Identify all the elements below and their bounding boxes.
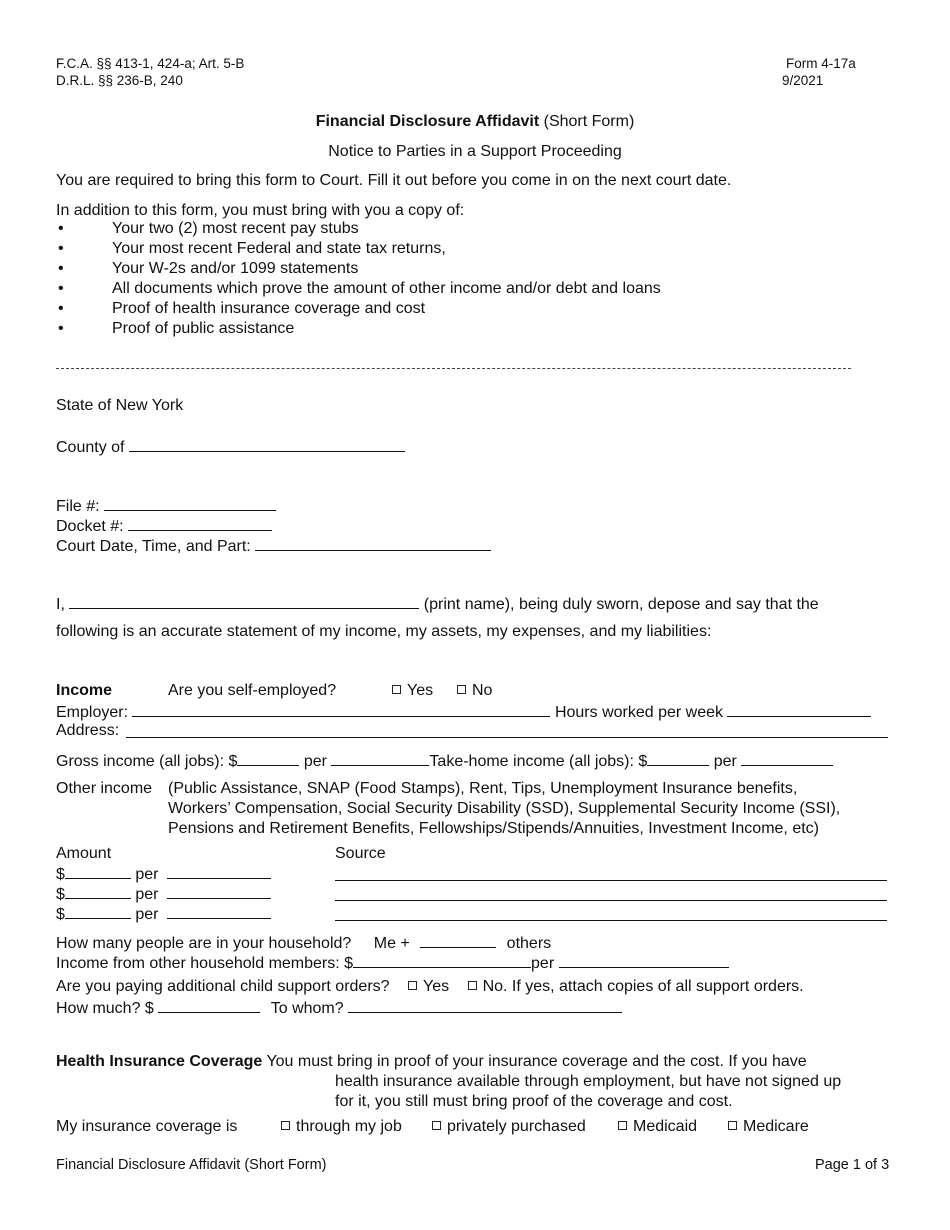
list-item: • Proof of public assistance [56,319,661,339]
self-employed-yes-option[interactable] [392,682,433,700]
other-income-desc-1: (Public Assistance, SNAP (Food Stamps), Rent, Tips, Unemployment Insurance benefits, [168,780,798,797]
oath-prefix: I, [56,596,65,613]
statute-citation-2: D.R.L. §§ 236-B, 240 [56,73,183,88]
how-much-label: How much? $ [56,1000,154,1017]
me-plus-label: Me + [373,935,410,952]
employer-field[interactable] [132,702,550,717]
dollar-sign: $ [56,866,65,883]
support-no-option[interactable] [468,978,804,995]
employer-label: Employer: [56,704,129,721]
other-period-field[interactable] [167,884,271,899]
yes-checkbox[interactable] [408,981,417,990]
amount-header: Amount [56,845,112,862]
health-insurance-line-1: You must bring in proof of your insurance coverage and the cost. If you have [262,1053,807,1070]
other-amount-field[interactable] [65,884,131,899]
yes-checkbox[interactable] [392,685,401,694]
per-label: per [303,753,327,770]
takehome-amount-field[interactable] [647,751,709,766]
section-divider [56,368,851,369]
required-documents-list [56,219,661,339]
list-item: • Proof of health insurance coverage and cost [56,299,661,319]
page-number: Page 1 of 3 [815,1157,890,1173]
per-label: per [135,906,159,923]
option-label: privately purchased [447,1118,586,1135]
list-item: • Your W-2s and/or 1099 statements [56,259,661,279]
addition-notice: In addition to this form, you must bring with you a copy of: [56,202,465,219]
court-date-label: Court Date, Time, and Part: [56,538,251,555]
takehome-income-label: Take-home income (all jobs): $ [429,753,648,770]
docket-number-row [56,516,272,536]
household-income-amount-field[interactable] [353,953,531,968]
address-field[interactable] [126,737,888,738]
page-title [0,113,950,131]
other-income-desc-2: Workers’ Compensation, Social Security Disability (SSD), Supplemental Security Income (SSI), [168,800,841,817]
household-others-field[interactable] [420,933,496,948]
household-income-label: Income from other household members: $ [56,955,354,972]
per-label: per [713,753,737,770]
coverage-option-medicare[interactable] [728,1118,809,1136]
hours-field[interactable] [727,702,871,717]
court-date-field[interactable] [255,536,491,551]
household-income-period-field[interactable] [559,953,729,968]
checkbox[interactable] [432,1121,441,1130]
gross-income-period-field[interactable] [331,751,429,766]
list-item: • All documents which prove the amount of other income and/or debt and loans [56,279,661,299]
footer-title: Financial Disclosure Affidavit (Short Form) [56,1157,327,1173]
statute-citation-1: F.C.A. §§ 413-1, 424-a; Art. 5-B [56,56,245,71]
docket-number-field[interactable] [128,516,272,531]
to-whom-label: To whom? [270,1000,344,1017]
title-rest: (Short Form) [539,113,635,130]
notice-title: Notice to Parties in a Support Proceeding [328,143,622,160]
address-label: Address: [56,722,120,739]
checkbox[interactable] [728,1121,737,1130]
support-amount-field[interactable] [158,998,260,1013]
support-recipient-field[interactable] [348,998,622,1013]
dollar-sign: $ [56,906,65,923]
option-label: Medicaid [633,1118,698,1135]
yes-label: Yes [407,682,434,699]
per-label: per [135,866,159,883]
oath-line-1 [56,594,819,614]
form-date: 9/2021 [782,73,824,88]
health-insurance-heading: Health Insurance Coverage [56,1053,263,1070]
gross-income-label: Gross income (all jobs): $ [56,753,238,770]
other-period-field[interactable] [167,864,271,879]
gross-income-amount-field[interactable] [237,751,299,766]
no-label: No [472,682,493,699]
dollar-sign: $ [56,886,65,903]
coverage-option-medicaid[interactable] [618,1118,697,1136]
gross-income-row [56,751,833,771]
court-date-row [56,536,491,556]
form-number: Form 4-17a [786,56,856,71]
support-orders-row [56,978,804,996]
other-income-row [56,884,271,904]
coverage-option-private[interactable] [432,1118,586,1136]
no-label: No. If yes, attach copies of all support orders. [482,978,804,995]
support-amount-row [56,998,622,1018]
no-checkbox[interactable] [457,685,466,694]
county-field[interactable] [129,437,405,452]
health-insurance-line-2: health insurance available through employment, but have not signed up [335,1073,842,1090]
coverage-label: My insurance coverage is [56,1118,238,1135]
other-source-field[interactable] [335,900,887,901]
oath-suffix: (print name), being duly sworn, depose and say that the [423,596,819,613]
file-number-field[interactable] [104,496,276,511]
checkbox[interactable] [281,1121,290,1130]
option-label: through my job [296,1118,402,1135]
print-name-field[interactable] [69,594,419,609]
employer-row [56,702,871,722]
county-label: County of [56,439,125,456]
self-employed-no-option[interactable] [457,682,492,700]
yes-label: Yes [423,978,450,995]
no-checkbox[interactable] [468,981,477,990]
state-label: State of New York [56,397,184,414]
health-insurance-row [56,1053,807,1071]
oath-line-2: following is an accurate statement of my income, my assets, my expenses, and my liabilities: [56,623,712,640]
support-orders-question: Are you paying additional child support orders? [56,978,390,995]
list-item: • Your two (2) most recent pay stubs [56,219,661,239]
other-period-field[interactable] [167,904,271,919]
per-label: per [531,955,555,972]
required-notice: You are required to bring this form to Court. Fill it out before you come in on the next court date. [56,172,732,189]
other-income-label: Other income [56,780,153,797]
option-label: Medicare [743,1118,809,1135]
per-label: per [135,886,159,903]
takehome-period-field[interactable] [741,751,833,766]
checkbox[interactable] [618,1121,627,1130]
file-number-label: File #: [56,498,100,515]
other-amount-field[interactable] [65,864,131,879]
household-row [56,933,551,953]
other-amount-field[interactable] [65,904,131,919]
hours-label: Hours worked per week [554,704,724,721]
support-yes-option[interactable] [408,978,449,995]
coverage-option-job[interactable] [281,1118,402,1136]
household-question: How many people are in your household? [56,935,352,952]
health-insurance-line-3: for it, you still must bring proof of the coverage and cost. [335,1093,733,1110]
county-row [56,437,405,457]
household-income-row [56,953,729,973]
other-income-row [56,864,271,884]
others-label: others [506,935,552,952]
other-source-field[interactable] [335,880,887,881]
docket-number-label: Docket #: [56,518,124,535]
file-number-row [56,496,276,516]
list-item: • Your most recent Federal and state tax returns, [56,239,661,259]
other-income-row [56,904,271,924]
source-header: Source [335,845,386,862]
other-source-field[interactable] [335,920,887,921]
income-heading: Income [56,682,113,699]
self-employed-question: Are you self-employed? [168,682,337,699]
title-bold: Financial Disclosure Affidavit [315,113,540,130]
other-income-desc-3: Pensions and Retirement Benefits, Fellowships/Stipends/Annuities, Investment Income, etc) [168,820,819,837]
